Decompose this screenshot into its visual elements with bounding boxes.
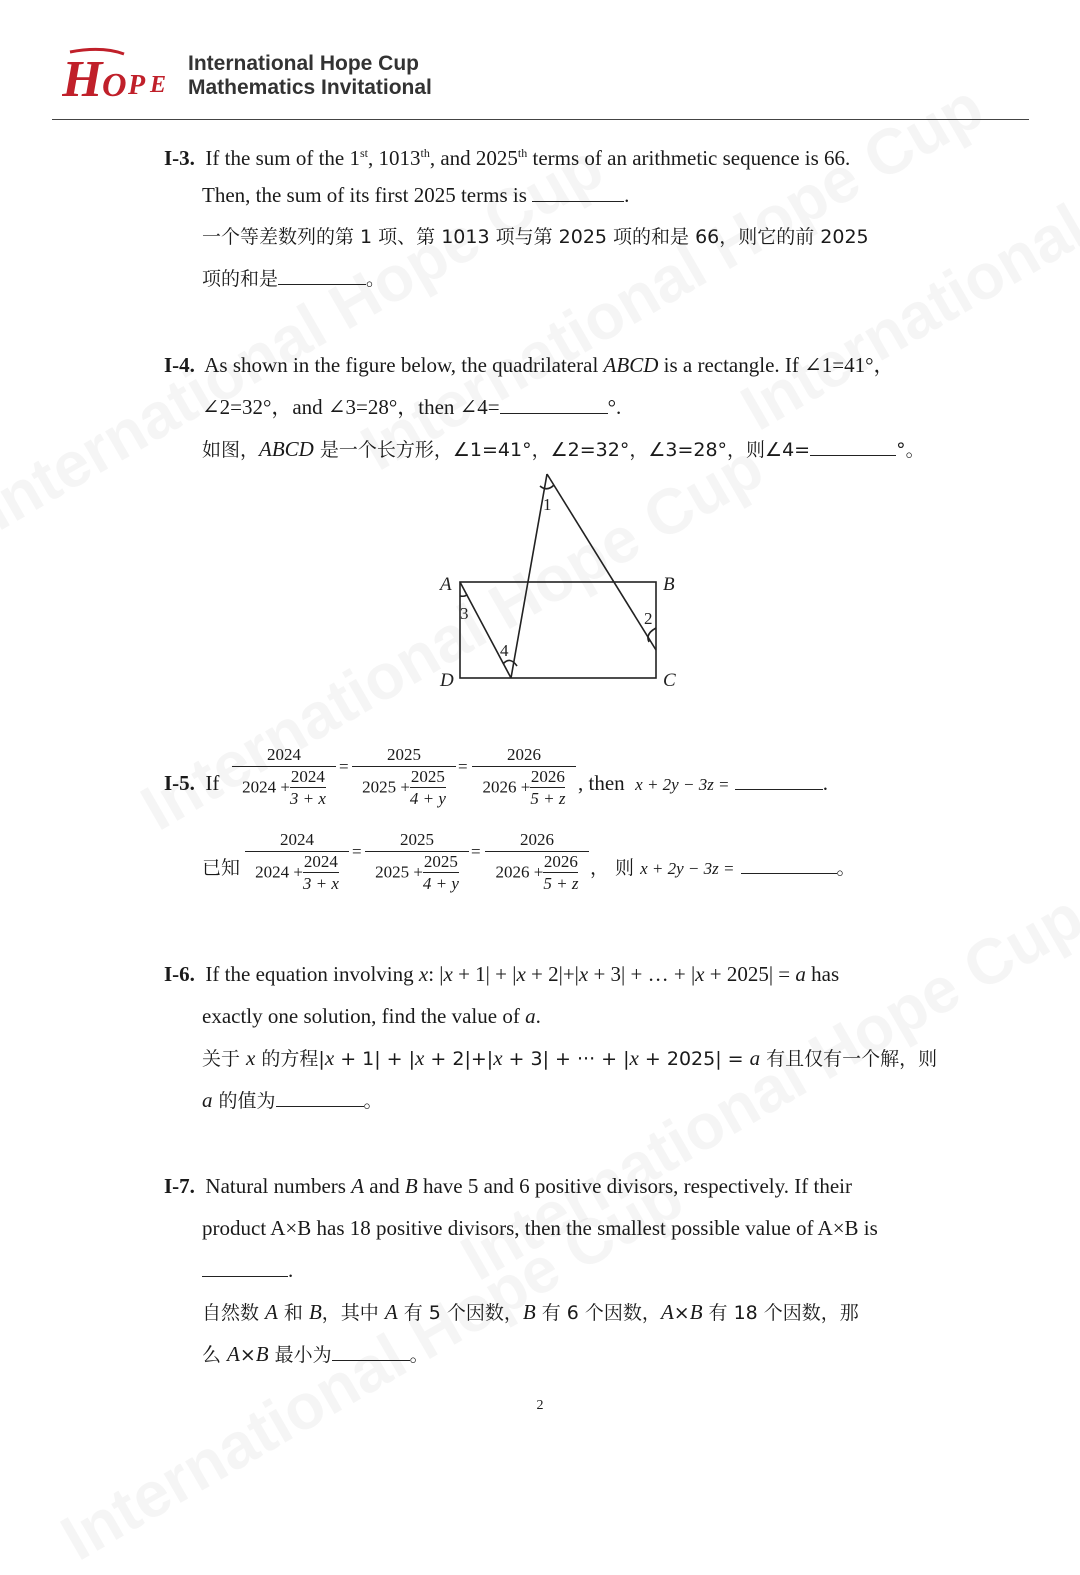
text: 有 6 个因数， xyxy=(535,1302,661,1324)
rectangle-abcd xyxy=(460,582,656,678)
problem-i5-label xyxy=(164,770,219,796)
problem-i4-line1 xyxy=(164,352,894,378)
text: , and 2025 xyxy=(429,146,518,170)
continued-fraction-3-cn xyxy=(485,829,589,895)
math-var: B xyxy=(522,1300,536,1324)
problem-number: I-7. xyxy=(164,1174,195,1198)
text: have 5 and 6 positive divisors, respectively. If their xyxy=(417,1174,852,1198)
problem-i5-cn-tail xyxy=(590,855,856,882)
math-var: x xyxy=(695,962,705,986)
watermark xyxy=(349,69,996,485)
text: 的方程| xyxy=(255,1048,325,1070)
fraction-top: 2024 xyxy=(232,744,336,767)
continued-fraction-2-cn xyxy=(365,829,469,895)
math-var: B xyxy=(308,1300,322,1324)
answer-blank[interactable] xyxy=(332,1342,410,1361)
text: 2025 + xyxy=(362,777,410,797)
text: 5 + z xyxy=(543,874,579,893)
text: If the equation involving xyxy=(205,962,419,986)
problem-i7-cn-line2 xyxy=(202,1341,429,1368)
text: + 1| + | xyxy=(334,1048,416,1070)
inner-fraction xyxy=(290,767,326,810)
text: ∠2=32°，and ∠3=28°，then ∠4= xyxy=(202,395,500,419)
text: , 1013 xyxy=(367,146,421,170)
text: + 1| + | xyxy=(452,962,517,986)
text: Then, the sum of its first 2025 terms is xyxy=(202,183,527,207)
answer-blank[interactable] xyxy=(532,183,624,202)
math-var: a xyxy=(749,1046,761,1070)
problem-i7-line3 xyxy=(202,1257,293,1283)
problem-number: I-5. xyxy=(164,771,195,795)
problem-i3-cn-line1: 一个等差数列的第 1 项、第 1013 项与第 2025 项的和是 66，则它的前 2025 xyxy=(202,226,869,248)
angle-label-2: 2 xyxy=(644,609,653,628)
fraction-bottom xyxy=(472,767,576,810)
angle-label-4: 4 xyxy=(500,641,509,660)
text: . xyxy=(822,771,829,795)
text: 2024 xyxy=(303,852,338,871)
math-var: a xyxy=(525,1004,536,1028)
math-var: x xyxy=(516,962,526,986)
header-divider xyxy=(52,119,1029,120)
math-var: A xyxy=(660,1300,674,1324)
text: 2026 xyxy=(530,767,565,786)
superscript: st xyxy=(359,146,368,160)
problem-i5-cn-prefix: 已知 xyxy=(202,857,241,879)
text: °。 xyxy=(896,439,925,461)
text: 如图， xyxy=(202,439,260,461)
answer-blank[interactable] xyxy=(276,1088,364,1107)
text: 有 5 个因数， xyxy=(397,1302,523,1324)
label-a: A xyxy=(440,574,452,595)
segment-4-1 xyxy=(511,474,547,678)
angle-arc-4 xyxy=(503,660,517,666)
math-var: x xyxy=(418,962,429,986)
text: 3 + x xyxy=(289,789,326,808)
text: 2026 + xyxy=(482,777,531,797)
text: 。 xyxy=(363,1090,383,1112)
text: 的值为 xyxy=(212,1090,276,1112)
math-var: B xyxy=(404,1174,418,1198)
text: °. xyxy=(607,395,622,419)
text: If xyxy=(205,771,220,795)
problem-i7-line1 xyxy=(164,1173,852,1199)
math-var: x xyxy=(578,962,589,986)
fraction-bottom xyxy=(352,767,456,810)
math-var: x xyxy=(443,962,453,986)
problem-i4-line2 xyxy=(202,394,621,420)
text: 5 + z xyxy=(530,789,566,808)
math-var: x xyxy=(415,1046,425,1070)
angle-label-1: 1 xyxy=(543,495,552,514)
text: terms of an arithmetic sequence is 66. xyxy=(527,146,851,170)
text: 。 xyxy=(366,268,386,290)
svg-text:O: O xyxy=(102,67,127,104)
problem-i5-tail xyxy=(578,770,828,798)
problem-i3-line1 xyxy=(164,140,850,171)
segment-1-2 xyxy=(547,474,656,650)
math-var: a xyxy=(795,962,806,986)
continued-fraction-3 xyxy=(472,744,576,810)
problem-number: I-3. xyxy=(164,146,195,170)
text: 自然数 xyxy=(202,1302,266,1324)
superscript: th xyxy=(517,146,528,160)
fraction-bottom xyxy=(485,852,589,895)
problem-i4-cn-line1 xyxy=(202,436,925,463)
svg-text:E: E xyxy=(150,72,167,98)
text: 4 + y xyxy=(409,789,446,808)
problem-i7-cn-line1 xyxy=(202,1299,859,1326)
problem-i6-cn-line1 xyxy=(202,1045,937,1072)
label-b: B xyxy=(663,574,675,595)
continued-fraction-1 xyxy=(232,744,336,810)
math-var: a xyxy=(202,1088,213,1112)
text: has xyxy=(805,962,840,986)
inner-fraction xyxy=(303,852,339,895)
fraction-top: 2026 xyxy=(485,829,589,852)
fraction-bottom xyxy=(245,852,349,895)
problem-i7-line2: product A×B has 18 positive divisors, then the smallest possible value of A×B is xyxy=(202,1216,878,1240)
inner-fraction xyxy=(543,852,578,895)
text: 有 18 个因数，那 xyxy=(702,1302,859,1324)
text: 项的和是 xyxy=(202,268,279,290)
text: × xyxy=(673,1302,690,1324)
problem-i3-line2 xyxy=(202,182,629,208)
answer-blank[interactable] xyxy=(741,855,837,874)
superscript: th xyxy=(420,146,430,160)
math-var: B xyxy=(255,1342,269,1366)
text: + 2|+| xyxy=(525,962,579,986)
answer-blank[interactable] xyxy=(810,437,896,456)
text: As shown in the figure below, the quadrilateral xyxy=(204,353,604,377)
math-var: A xyxy=(351,1174,365,1198)
inner-fraction xyxy=(423,852,459,895)
math-var: A xyxy=(384,1300,398,1324)
answer-blank[interactable] xyxy=(500,395,608,414)
problem-i6-cn-line2 xyxy=(202,1087,383,1114)
continued-fraction-2 xyxy=(352,744,456,810)
math-var: ABCD xyxy=(259,437,314,461)
page-number: 2 xyxy=(536,1398,544,1413)
math-var: x xyxy=(324,1046,335,1070)
text: and xyxy=(364,1174,405,1198)
rectangle-figure xyxy=(430,470,690,700)
problem-i3-cn-line2 xyxy=(202,266,385,292)
math-var: x xyxy=(629,1046,639,1070)
svg-text:P: P xyxy=(128,70,146,101)
text: 2024 + xyxy=(255,862,303,882)
fraction-top: 2026 xyxy=(472,744,576,767)
math-var: x xyxy=(246,1046,256,1070)
text: 么 xyxy=(202,1344,228,1366)
text: 。 xyxy=(836,857,856,879)
text: + 2025| = xyxy=(638,1048,750,1070)
text: 是一个长方形，∠1=41°，∠2=32°，∠3=28°，则∠4= xyxy=(313,439,811,461)
text: is a rectangle. If ∠1=41°， xyxy=(658,353,895,377)
text: , then xyxy=(578,771,625,795)
text: 2025 xyxy=(410,767,445,786)
text: . xyxy=(624,183,630,207)
text: ，其中 xyxy=(321,1302,385,1324)
math-var: ABCD xyxy=(603,353,659,377)
text: 。 xyxy=(409,1344,429,1366)
text: 2024 xyxy=(290,767,325,786)
text: 2024 + xyxy=(242,777,290,797)
text: 2025 xyxy=(423,852,458,871)
brand-line-2: Mathematics Invitational xyxy=(188,76,432,99)
text: 3 + x xyxy=(302,874,339,893)
text: + 2|+| xyxy=(424,1048,494,1070)
text: 4 + y xyxy=(422,874,459,893)
equals-sign: = xyxy=(352,842,362,861)
problem-number: I-4. xyxy=(164,353,195,377)
text: ， 则 xyxy=(590,857,635,879)
text: 2026 xyxy=(543,852,578,871)
fraction-top: 2024 xyxy=(245,829,349,852)
inner-fraction xyxy=(410,767,446,810)
angle-arc-1 xyxy=(540,485,554,489)
text: 和 xyxy=(277,1302,309,1324)
text: 关于 xyxy=(202,1048,247,1070)
text: + 3| + … + | xyxy=(588,962,696,986)
problem-number: I-6. xyxy=(164,962,195,986)
text: × xyxy=(239,1344,256,1366)
fraction-bottom xyxy=(232,767,336,810)
hope-logo xyxy=(62,46,182,106)
text: 2025 + xyxy=(375,862,423,882)
angle-arc-3 xyxy=(460,594,467,596)
math-var: x xyxy=(493,1046,503,1070)
expression: x + 2y − 3z = xyxy=(635,775,730,794)
brand-line-1: International Hope Cup xyxy=(188,52,419,75)
fraction-top: 2025 xyxy=(365,829,469,852)
inner-fraction xyxy=(530,767,565,810)
problem-i6-line1 xyxy=(164,961,839,987)
answer-blank[interactable] xyxy=(735,771,823,790)
text: Natural numbers xyxy=(205,1174,352,1198)
problem-i6-line2 xyxy=(202,1003,541,1029)
equals-sign: = xyxy=(458,757,468,776)
text: exactly one solution, find the value of xyxy=(202,1004,526,1028)
svg-text:H: H xyxy=(62,51,103,106)
answer-blank[interactable] xyxy=(202,1258,288,1277)
text: If the sum of the 1 xyxy=(205,146,360,170)
text: + 3| + ··· + | xyxy=(502,1048,630,1070)
answer-blank[interactable] xyxy=(278,266,366,285)
text: 有且仅有一个解，则 xyxy=(760,1048,938,1070)
label-d: D xyxy=(440,670,454,691)
text: + 2025| = xyxy=(704,962,796,986)
fraction-top: 2025 xyxy=(352,744,456,767)
brand-name xyxy=(188,52,432,100)
equals-sign: = xyxy=(339,757,349,776)
label-c: C xyxy=(663,670,676,691)
math-var: A xyxy=(227,1342,240,1366)
continued-fraction-1-cn xyxy=(245,829,349,895)
math-var: B xyxy=(689,1300,703,1324)
math-var: A xyxy=(265,1300,278,1324)
angle-label-3: 3 xyxy=(460,604,469,623)
expression: x + 2y − 3z = xyxy=(640,859,735,878)
fraction-bottom xyxy=(365,852,469,895)
text: . xyxy=(288,1258,294,1282)
equals-sign: = xyxy=(471,842,481,861)
text: : | xyxy=(428,962,444,986)
text: 2026 + xyxy=(495,862,544,882)
text: . xyxy=(535,1004,541,1028)
text: 最小为 xyxy=(268,1344,332,1366)
